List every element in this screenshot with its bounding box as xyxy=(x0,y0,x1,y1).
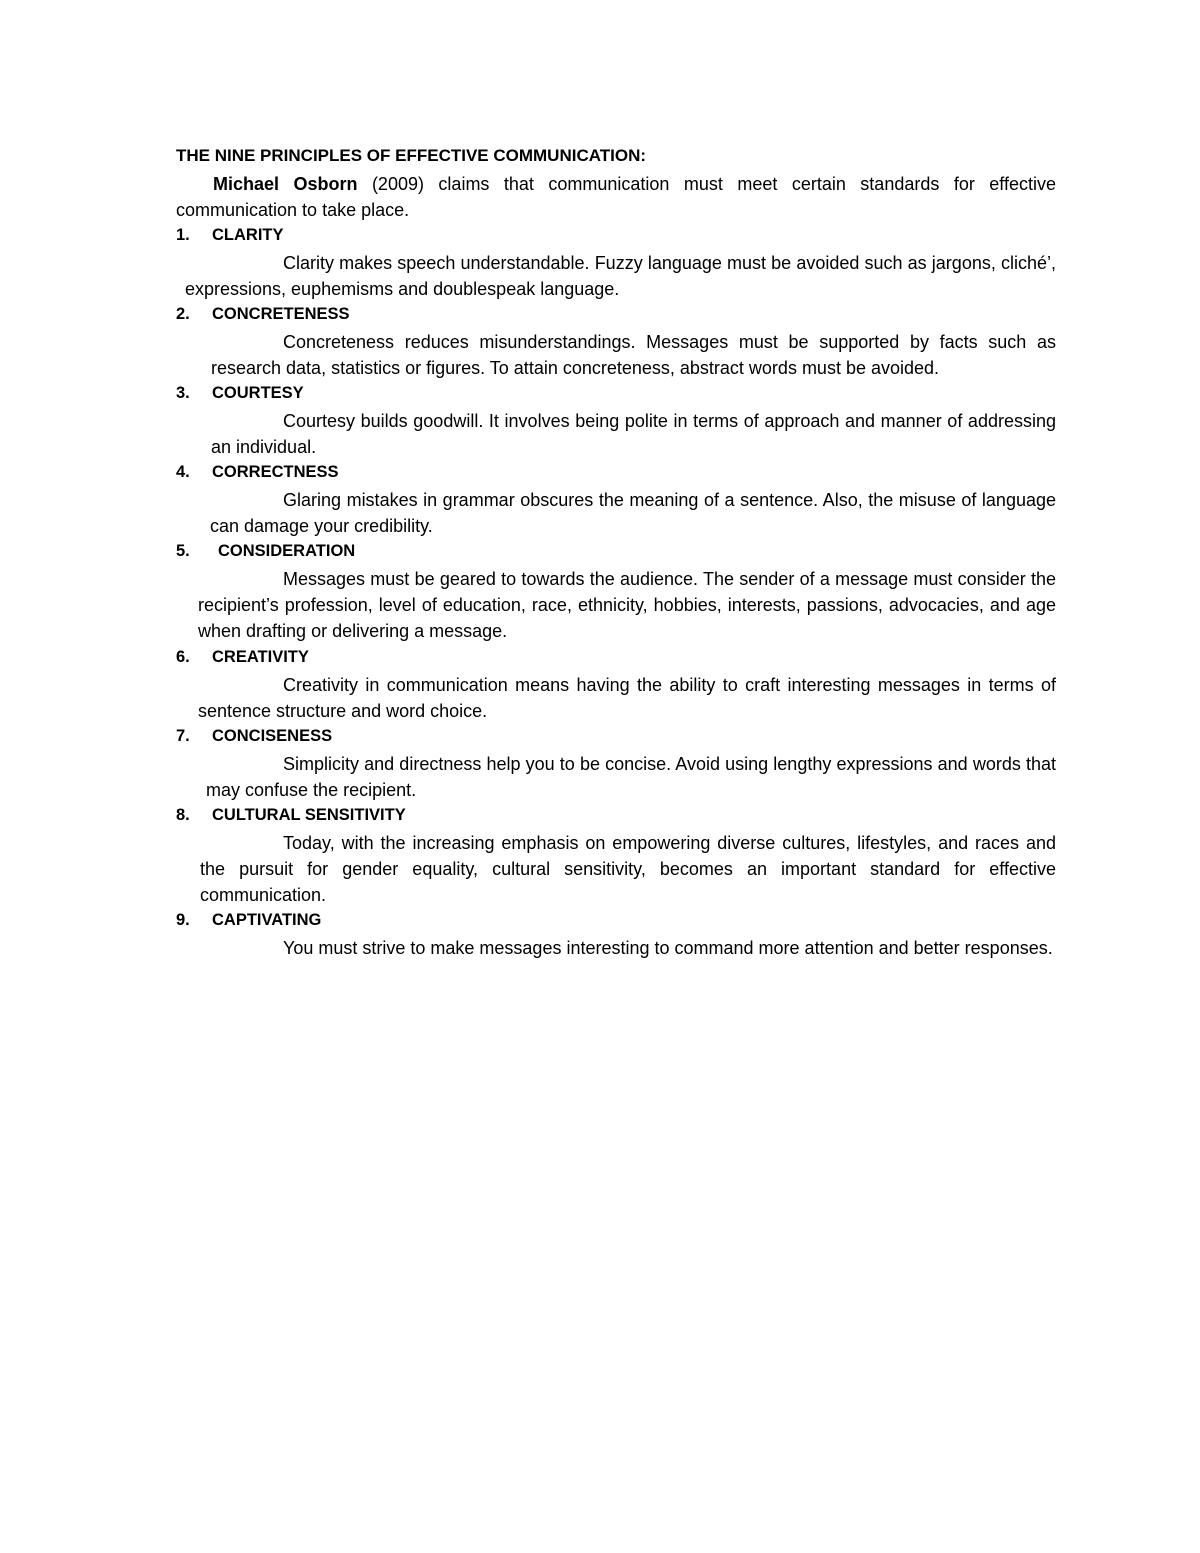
principle-heading: CAPTIVATING xyxy=(212,911,322,929)
principle-number: 3. xyxy=(176,384,190,402)
principle-text: Clarity makes speech understandable. Fuzzy language must be avoided such as jargons, cliché’, expressions, euphemisms and doublespeak language. xyxy=(185,253,1056,299)
principle-number: 1. xyxy=(176,226,190,244)
document-title: THE NINE PRINCIPLES OF EFFECTIVE COMMUNICATION: xyxy=(176,146,647,165)
principle-number: 7. xyxy=(176,727,190,745)
principle-number: 4. xyxy=(176,463,190,481)
principle-text: Glaring mistakes in grammar obscures the meaning of a sentence. Also, the misuse of language can damage your credibility. xyxy=(210,490,1056,536)
intro-text: (2009) claims that communication must meet certain standards for effective communication to take place. xyxy=(176,174,1056,220)
principle-text: Creativity in communication means having the ability to craft interesting messages in terms of sentence structure and word choice. xyxy=(198,675,1056,721)
principle-number: 9. xyxy=(176,911,190,929)
principle-number: 6. xyxy=(176,648,190,666)
principle-heading: CLARITY xyxy=(212,226,284,244)
principle-heading: COURTESY xyxy=(212,384,304,402)
principle-text: Concreteness reduces misunderstandings. Messages must be supported by facts such as research data, statistics or figures. To attain concreteness, abstract words must be avoided. xyxy=(211,332,1056,378)
principle-heading: CONCISENESS xyxy=(212,727,333,745)
intro-author: Michael Osborn xyxy=(213,174,358,194)
principle-number: 2. xyxy=(176,305,190,323)
principle-heading: CONCRETENESS xyxy=(212,305,350,323)
principle-heading: CORRECTNESS xyxy=(212,463,339,481)
principle-heading: CREATIVITY xyxy=(212,648,309,666)
intro-paragraph xyxy=(176,171,1056,223)
principle-number: 5. xyxy=(176,542,190,560)
principle-number: 8. xyxy=(176,806,190,824)
principle-text: Courtesy builds goodwill. It involves being polite in terms of approach and manner of addressing an individual. xyxy=(211,411,1056,457)
principle-text: Messages must be geared to towards the audience. The sender of a message must consider the recipient’s profession, level of education, race, ethnicity, hobbies, interests, passions, advocacies, and age when drafting or delivering a message. xyxy=(198,569,1056,641)
principle-text: You must strive to make messages interesting to command more attention and better responses. xyxy=(283,938,1053,958)
principle-heading: CONSIDERATION xyxy=(218,542,356,560)
principle-heading: CULTURAL SENSITIVITY xyxy=(212,806,406,824)
principle-text: Today, with the increasing emphasis on empowering diverse cultures, lifestyles, and races and the pursuit for gender equality, cultural sensitivity, becomes an important standard for effective communication. xyxy=(200,833,1056,905)
principle-text: Simplicity and directness help you to be concise. Avoid using lengthy expressions and words that may confuse the recipient. xyxy=(206,754,1056,800)
